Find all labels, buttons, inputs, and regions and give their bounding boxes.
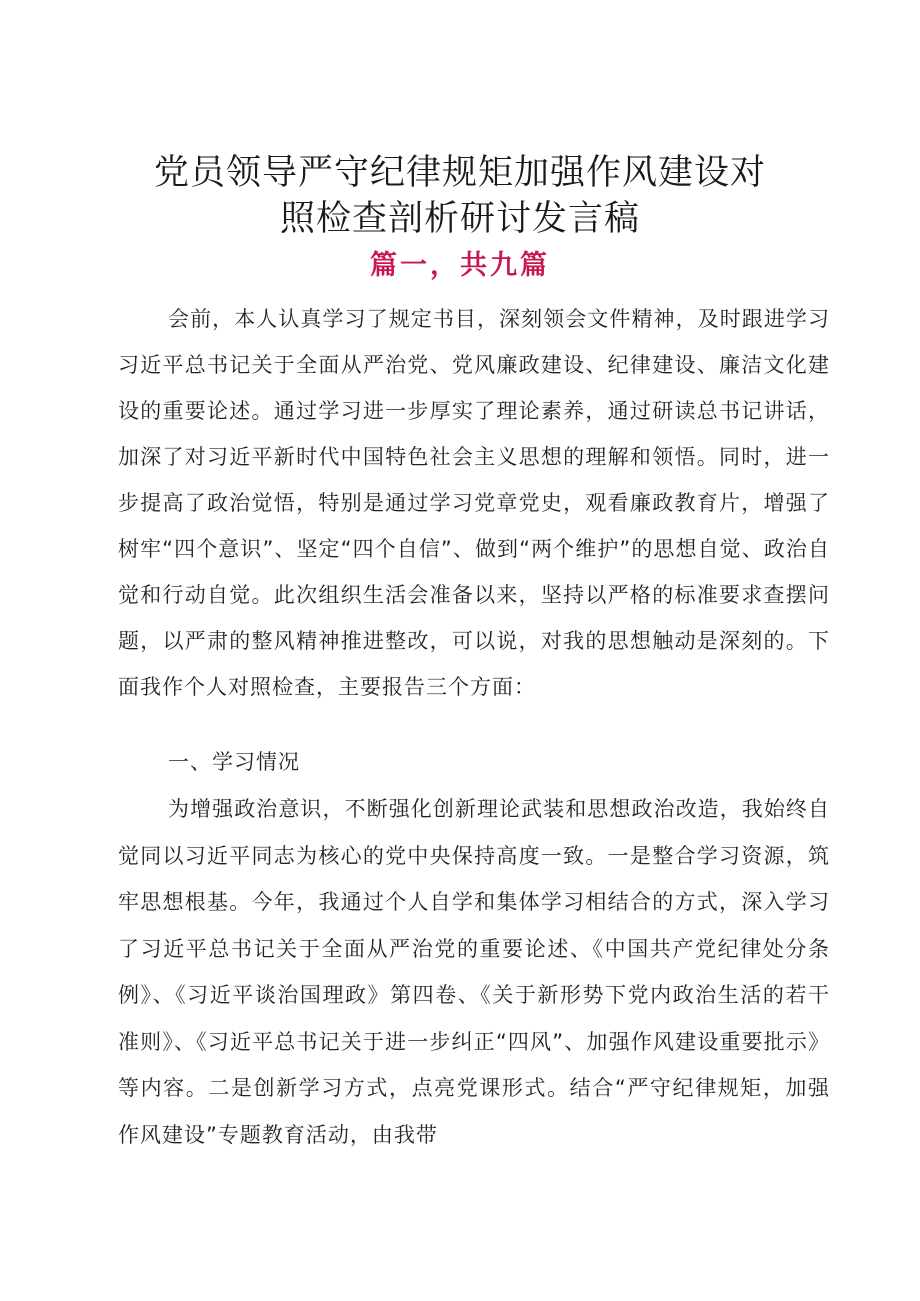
- document-title-line-1: 党员领导严守纪律规矩加强作风建设对: [153, 153, 766, 193]
- section-heading-study: 一、学习情况: [168, 750, 300, 774]
- paragraph-intro: 会前，本人认真学习了规定书目，深刻领会文件精神，及时跟进学习习近平总书记关于全面从严治党、党风廉政建设、纪律建设、廉洁文化建设的重要论述。通过学习进一步厚实了理论素养，通过研读总书记讲话，加深了对习近平新时代中国特色社会主义思想的理解和领悟。同时，进一步提高了政治觉悟，特别是通过学习党章党史，观看廉政教育片，增强了树牢“四个意识”、坚定“四个自信”、做到“两个维护”的思想自觉、政治自觉和行动自觉。此次组织生活会准备以来，坚持以严格的标准要求查摆问题，以严肃的整风精神推进整改，可以说，对我的思想触动是深刻的。下面我作个人对照检查，主要报告三个方面：: [118, 307, 830, 699]
- document-title-line-2: 照检查剖析研讨发言稿: [279, 199, 640, 239]
- paragraph-study: 为增强政治意识，不断强化创新理论武装和思想政治改造，我始终自觉同以习近平同志为核心的党中央保持高度一致。一是整合学习资源，筑牢思想根基。今年，我通过个人自学和集体学习相结合的方式，深入学习了习近平总书记关于全面从严治党的重要论述、《中国共产党纪律处分条例》、《习近平谈治国理政》第四卷、《关于新形势下党内政治生活的若干准则》、《习近平总书记关于进一步纠正“四风”、加强作风建设重要批示》等内容。二是创新学习方式，点亮党课形式。结合“严守纪律规矩，加强作风建设”专题教育活动，由我带: [118, 797, 830, 1147]
- document-subtitle: 篇一，共九篇: [370, 250, 550, 281]
